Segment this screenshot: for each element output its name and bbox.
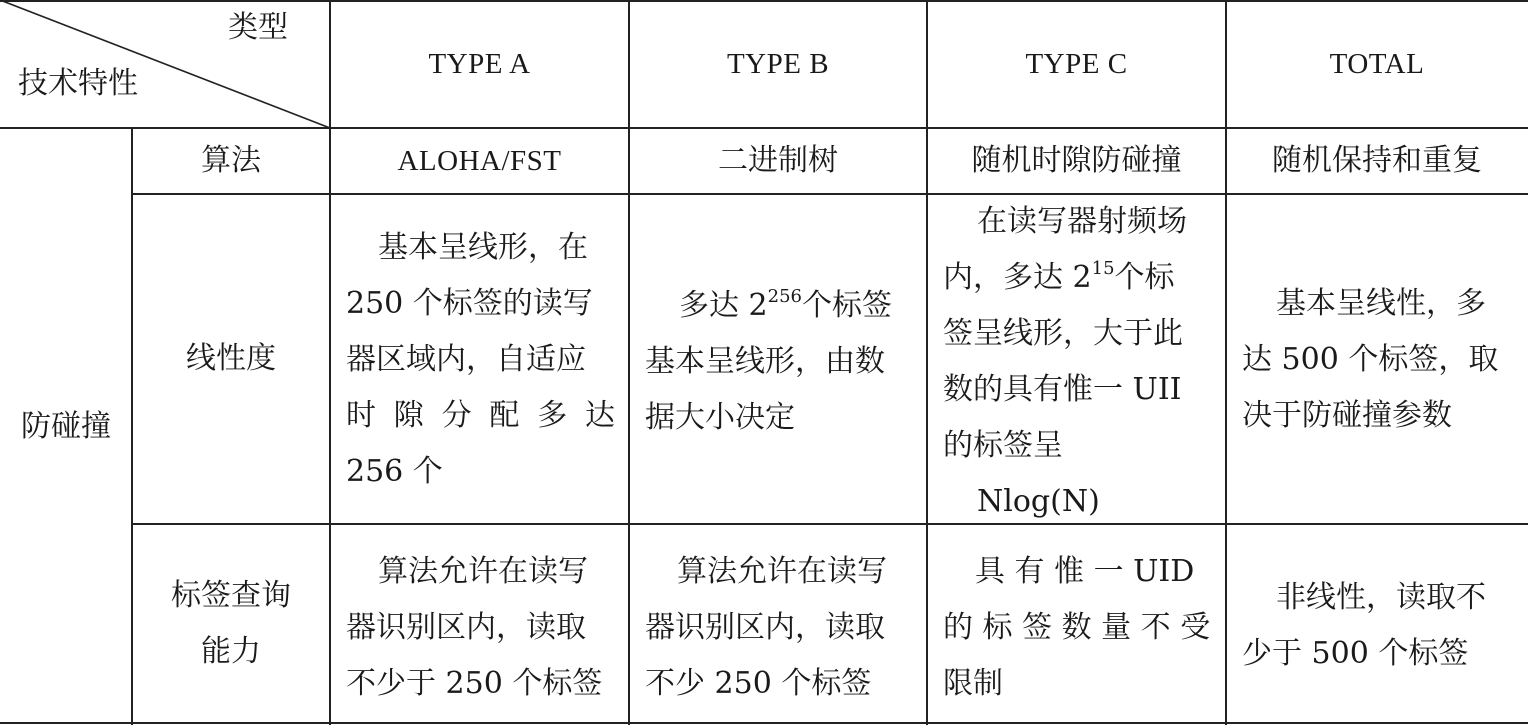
column-header-type-c: TYPE C [1025,48,1128,80]
linearity-type-c [927,194,1226,524]
row-label-tag-query [132,524,330,723]
algorithm-total: 随机保持和重复 [1272,143,1482,178]
text-fragment: 内，多达 2 [943,260,1092,295]
column-header-type-a: TYPE A [428,48,531,80]
text-line: 决于防碰撞参数 [1242,398,1452,433]
algorithm-type-b: 二进制树 [718,143,838,178]
linearity-type-b [629,278,927,478]
text-line: 算法允许在读写 [677,554,887,589]
linearity-total [1226,276,1528,476]
text-line: 限制 [943,666,1003,701]
tag-query-type-a [330,544,629,714]
linearity-type-a [330,220,629,520]
text-line: 250 个标签的读写 [346,286,593,321]
text-line: 的 标 签 数 量 不 受 [943,610,1211,645]
text-line: 时 隙 分 配 多 达 [346,398,615,433]
text-line: 在读写器射频场 [977,204,1187,239]
text-line: 据大小决定 [645,400,795,435]
text-fragment: 个标 [1114,260,1175,295]
superscript: 256 [767,286,802,307]
text-line: 算法允许在读写 [378,554,588,589]
column-header-type-b: TYPE B [726,48,830,80]
text-line: 基本呈线形，由数 [645,344,885,379]
text-fragment: 个标签 [801,288,892,323]
text-line: 的标签呈 [943,428,1063,463]
text-line: 签呈线形，大于此 [943,316,1183,351]
text-line: 标签查询 [171,577,291,613]
row-label-algorithm: 算法 [201,143,261,178]
header-corner-top: 类型 [228,10,288,45]
algorithm-type-c: 随机时隙防碰撞 [971,143,1182,178]
algorithm-type-a: ALOHA/FST [397,145,562,177]
text-line: 器识别区内，读取 [645,610,885,645]
text-line: 能力 [201,633,261,669]
text-line: 不少于 250 个标签 [346,666,603,701]
tag-query-total [1226,570,1528,690]
text-line: 器区域内，自适应 [346,342,586,377]
header-corner-bottom: 技术特性 [18,66,138,101]
text-line [943,250,1214,306]
text-fragment: 多达 2 [679,288,768,323]
text-line: 非线性，读取不 [1276,580,1486,615]
text-line: 数的具有惟一 UII [943,372,1182,407]
text-line: 器识别区内，读取 [346,610,586,645]
tag-query-type-b [629,544,927,714]
text-line: 基本呈线性，多 [1276,286,1486,321]
text-line: 256 个 [346,454,443,489]
text-line [645,278,915,334]
text-line: 具 有 惟 一 UID [975,554,1195,589]
text-line: 少于 500 个标签 [1242,636,1469,671]
text-line: 达 500 个标签，取 [1242,342,1499,377]
tag-query-type-c [927,544,1226,714]
superscript: 15 [1091,258,1115,279]
row-label-linearity: 线性度 [186,341,276,376]
text-line: 不少 250 个标签 [645,666,872,701]
text-line: Nlog(N) [977,484,1100,519]
column-header-total: TOTAL [1329,48,1425,80]
section-label: 防碰撞 [21,408,111,444]
text-line: 基本呈线形，在 [378,230,588,265]
